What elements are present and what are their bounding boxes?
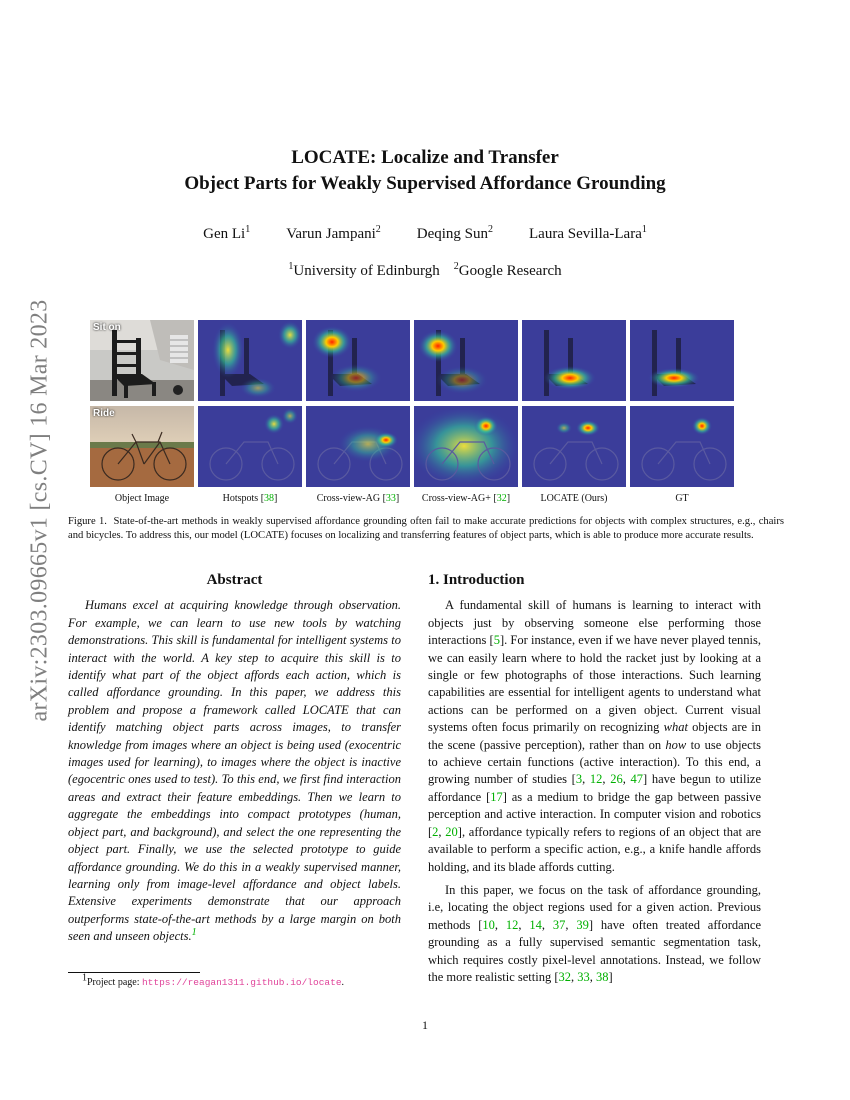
citation-link[interactable]: 20 xyxy=(445,824,458,839)
citation-link[interactable]: 3 xyxy=(575,772,583,787)
abstract-heading: Abstract xyxy=(206,572,263,588)
chair-object-image xyxy=(90,320,194,401)
paper-title-line-1: LOCATE: Localize and Transfer xyxy=(291,147,559,168)
column-label: Object Image xyxy=(114,493,170,504)
figure-1-caption xyxy=(68,515,784,544)
emphasis: how xyxy=(665,737,687,752)
citation-link[interactable]: 37 xyxy=(552,917,566,932)
citation-link[interactable]: 33 xyxy=(577,969,590,984)
citation-link[interactable]: 26 xyxy=(610,772,623,787)
abstract-body: Humans excel at acquiring knowledge through observation. For example, we can learn to use new tools by watching demonstrations. This skill is fundamental for intelligent systems to interact with the world. A key step to acquire this skill is to identify what part of the object affords each action, which is called affordance grounding. In this paper, we address this problem and propose a framework called LOCATE that can identify matching object parts across images, to transfer knowledge from images where an object is being used (exocentric images used for learning), to images where the object is inactive (egocentric ones used to test). To this end, we first find interaction areas and extract their feature embeddings. Then we learn to aggregate the embeddings into compact prototypes (human, object part, and background), and select the one representing the object part. Finally, we use the selected prototype to guide affordance grounding. We do this in a weakly supervised manner, learning only from image-level affordance and object labels. Extensive experiments demonstrate that our approach outperforms state-of-the-art methods by a large margin on both seen and unseen objects.$^1$ xyxy=(68,598,401,944)
bicycle-locate-heatmap xyxy=(522,406,626,487)
chair-gt-heatmap xyxy=(630,320,734,401)
introduction-paragraph-1: A fundamental skill of humans is learning to interact with objects just by observing someone else performing those interactions [5]. For instance, even if we have never played tennis, we can easily learn where to hold the racket just by looking at a single or few photographs of those interactions. Such learning capabilities are essential for intelligent agents to understand what actions can be performed on a given object. Current visual systems often focus primarily on recognizing what objects are in the scene (passive perception), rather than on how to use objects to achieve certain functions (active interaction). To this end, a growing number of studies [3, 12, 26, 47] have begun to utilize affordance [17] as a medium to bridge the gap between passive perception and active interaction. In computer vision and robotics [2, 20], affordance typically refers to regions of an object that are available to perform a specific action, e.g., a knife handle affords holding, and its blade affords cutting. xyxy=(428,598,762,874)
bicycle-cross-view-ag-plus-heatmap xyxy=(414,406,518,487)
arxiv-stamp-text: arXiv:2303.09665v1 [cs.CV] 16 Mar 2023 xyxy=(26,298,53,722)
author: Laura Sevilla-Lara$^1$ xyxy=(529,224,647,242)
column-label: Cross-view-AG [33] xyxy=(316,493,400,504)
abstract-section xyxy=(68,572,401,946)
chair-locate-heatmap xyxy=(522,320,626,401)
author: Varun Jampani$^2$ xyxy=(286,224,381,242)
citation-link[interactable]: 17 xyxy=(490,789,503,804)
caption-text: State-of-the-art methods in weakly supervised affordance grounding often fail to make accurate predictions for objects with complex structures, e.g., chairs and bicycles. To address this, our model (LOCATE) focuses on localizing and transferring features of object parts, which is able to produce more accurate results. xyxy=(68,516,784,542)
introduction-paragraph-2: In this paper, we focus on the task of affordance grounding, i.e, locating the object regions used for a given action. Previous methods [10, 12, 14, 37, 39] have often treated affordance grounding as a fully supervised semantic segmentation task, which requires costly pixel-level annotations. Instead, we follow the more realistic setting [32, 33, 38] xyxy=(428,882,762,984)
footnote: $^1$Project page: https://reagan1311.github.io/locate. xyxy=(82,972,345,988)
author: Deqing Sun$^2$ xyxy=(416,224,494,242)
project-page-link[interactable]: https://reagan1311.github.io/locate xyxy=(141,977,342,988)
chair-hotspots-heatmap xyxy=(198,320,302,401)
figure-1-grid xyxy=(90,320,736,490)
citation-link[interactable]: 14 xyxy=(529,917,542,932)
chair-cross-view-ag-plus-heatmap xyxy=(414,320,518,401)
citation-link[interactable]: 38 xyxy=(596,969,609,984)
citation-link[interactable]: 32 xyxy=(558,969,572,984)
bicycle-cross-view-ag-heatmap xyxy=(306,406,410,487)
row-tag-ride: Ride xyxy=(93,408,115,419)
citation-link[interactable]: 39 xyxy=(576,917,589,932)
affiliation-list xyxy=(0,263,850,280)
bicycle-hotspots-heatmap xyxy=(198,406,302,487)
affiliation: $^2$Google Research xyxy=(453,261,562,279)
bicycle-object-image xyxy=(90,406,194,487)
introduction-section xyxy=(428,572,761,986)
introduction-heading: 1. Introduction xyxy=(428,572,525,588)
paper-title-line-2: Object Parts for Weakly Supervised Affordance Grounding xyxy=(184,173,666,194)
footnote-rule xyxy=(68,972,200,973)
arxiv-stamp xyxy=(20,290,60,730)
citation-link[interactable]: 10 xyxy=(482,917,495,932)
column-label: Cross-view-AG+ [32] xyxy=(421,493,511,504)
figure-column-labels xyxy=(90,493,736,507)
column-label: LOCATE (Ours) xyxy=(540,493,608,504)
citation-link[interactable]: 2 xyxy=(432,824,439,839)
author-list xyxy=(0,226,850,243)
chair-cross-view-ag-heatmap xyxy=(306,320,410,401)
column-label: Hotspots [38] xyxy=(222,493,278,504)
caption-label: Figure 1. xyxy=(68,516,107,527)
citation-link[interactable]: 5 xyxy=(493,633,500,648)
citation-link[interactable]: 47 xyxy=(630,772,644,787)
author: Gen Li$^1$ xyxy=(203,224,251,242)
emphasis: what xyxy=(663,720,688,735)
affiliation: $^1$University of Edinburgh xyxy=(288,261,440,279)
bicycle-gt-heatmap xyxy=(630,406,734,487)
page-number: 1 xyxy=(422,1018,428,1032)
citation-link[interactable]: 12 xyxy=(589,772,603,787)
citation-link[interactable]: 12 xyxy=(505,917,519,932)
row-tag-sit-on: Sit on xyxy=(93,322,121,333)
column-label: GT xyxy=(675,493,689,504)
